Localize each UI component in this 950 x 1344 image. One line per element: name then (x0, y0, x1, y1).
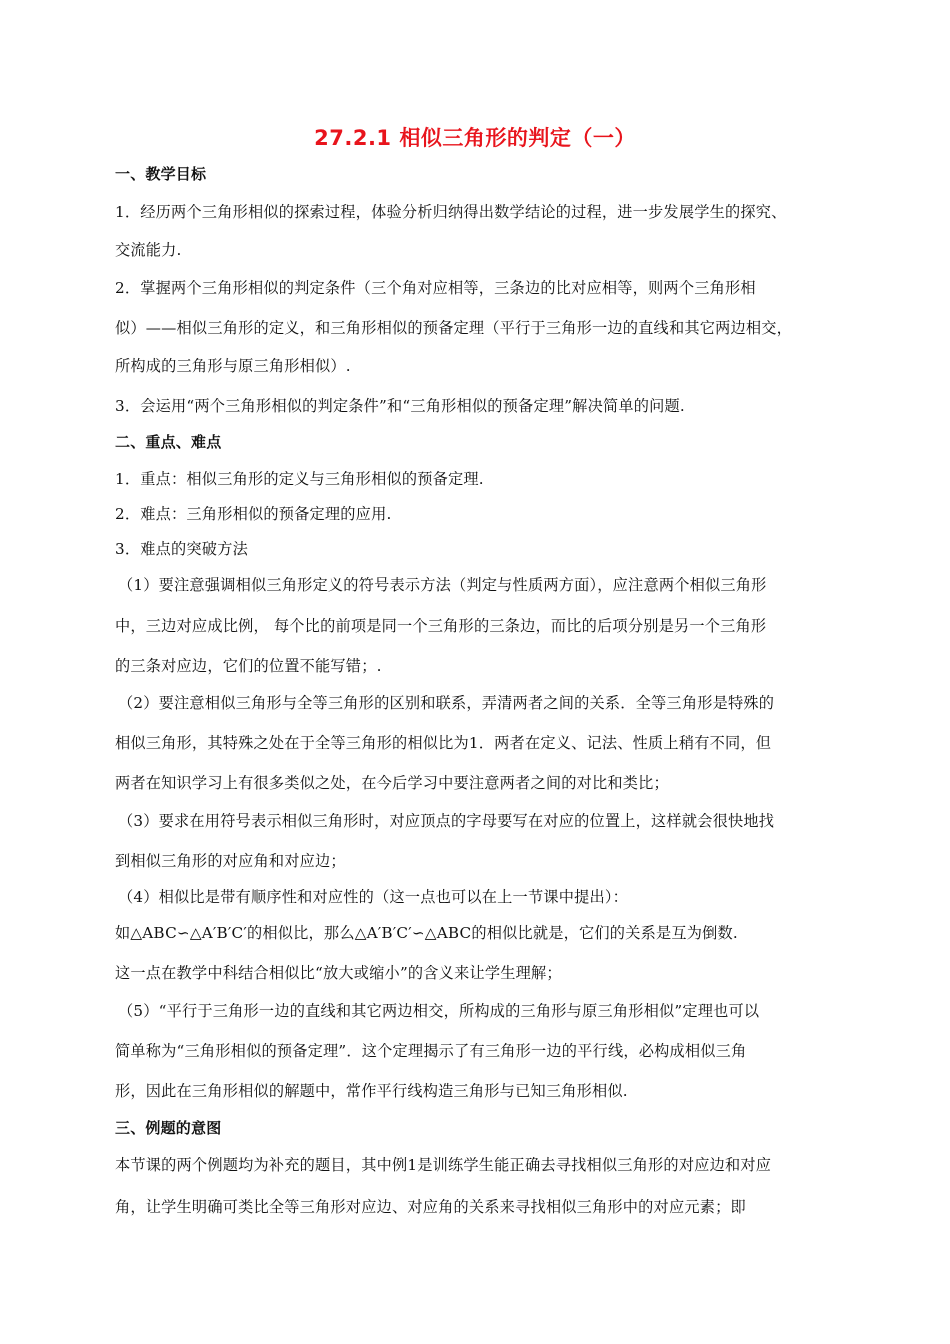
section-heading-key-points: 二、重点、难点 (115, 433, 222, 451)
paragraph-line: 如△ABC∽△A′B′C′的相似比，那么△A′B′C′∽△ABC的相似比就是，它们的关系是互为倒数. (115, 924, 738, 942)
page-title: 27.2.1 相似三角形的判定（一） (314, 126, 636, 150)
paragraph-line: 到相似三角形的对应角和对应边； (115, 852, 346, 870)
paragraph-line: 简单称为“三角形相似的预备定理”．这个定理揭示了有三角形一边的平行线，必构成相似三角 (115, 1042, 747, 1060)
paragraph-line: 3．会运用“两个三角形相似的判定条件”和“三角形相似的预备定理”解决简单的问题. (115, 397, 685, 415)
paragraph-line: 3．难点的突破方法 (115, 540, 248, 558)
paragraph-line: 的三条对应边，它们的位置不能写错；. (115, 657, 382, 675)
paragraph-line: 似）——相似三角形的定义，和三角形相似的预备定理（平行于三角形一边的直线和其它两边相交， (115, 319, 793, 337)
paragraph-line: （2）要注意相似三角形与全等三角形的区别和联系，弄清两者之间的关系．全等三角形是特殊的 (118, 694, 775, 712)
paragraph-line: 所构成的三角形与原三角形相似）. (115, 357, 351, 375)
paragraph-line: 2．难点：三角形相似的预备定理的应用. (115, 505, 392, 523)
paragraph-line: 交流能力. (115, 241, 182, 259)
paragraph-line: 角，让学生明确可类比全等三角形对应边、对应角的关系来寻找相似三角形中的对应元素；即 (115, 1198, 746, 1216)
paragraph-line: （5）“平行于三角形一边的直线和其它两边相交，所构成的三角形与原三角形相似”定理也可以 (118, 1002, 760, 1020)
paragraph-line: 这一点在教学中科结合相似比“放大或缩小”的含义来让学生理解； (115, 964, 562, 982)
paragraph-line: 2．掌握两个三角形相似的判定条件（三个角对应相等，三条边的比对应相等，则两个三角形相 (115, 279, 756, 297)
section-heading-objectives: 一、教学目标 (115, 165, 207, 183)
paragraph-line: （1）要注意强调相似三角形定义的符号表示方法（判定与性质两方面），应注意两个相似三角形 (118, 576, 767, 594)
paragraph-line: 本节课的两个例题均为补充的题目，其中例1是训练学生能正确去寻找相似三角形的对应边和对应 (115, 1156, 772, 1174)
paragraph-line: 中，三边对应成比例， 每个比的前项是同一个三角形的三条边，而比的后项分别是另一个三角形 (115, 617, 767, 635)
paragraph-line: 两者在知识学习上有很多类似之处，在今后学习中要注意两者之间的对比和类比； (115, 774, 669, 792)
paragraph-line: 相似三角形，其特殊之处在于全等三角形的相似比为1．两者在定义、记法、性质上稍有不同，但 (115, 734, 772, 752)
section-heading-examples: 三、例题的意图 (115, 1119, 222, 1137)
paragraph-line: 1．经历两个三角形相似的探索过程，体验分析归纳得出数学结论的过程，进一步发展学生的探究、 (115, 203, 787, 221)
paragraph-line: 1．重点：相似三角形的定义与三角形相似的预备定理. (115, 470, 484, 488)
paragraph-line: （4）相似比是带有顺序性和对应性的（这一点也可以在上一节课中提出）： (118, 888, 629, 906)
paragraph-line: （3）要求在用符号表示相似三角形时，对应顶点的字母要写在对应的位置上，这样就会很快地找 (118, 812, 775, 830)
paragraph-line: 形，因此在三角形相似的解题中，常作平行线构造三角形与已知三角形相似. (115, 1082, 628, 1100)
